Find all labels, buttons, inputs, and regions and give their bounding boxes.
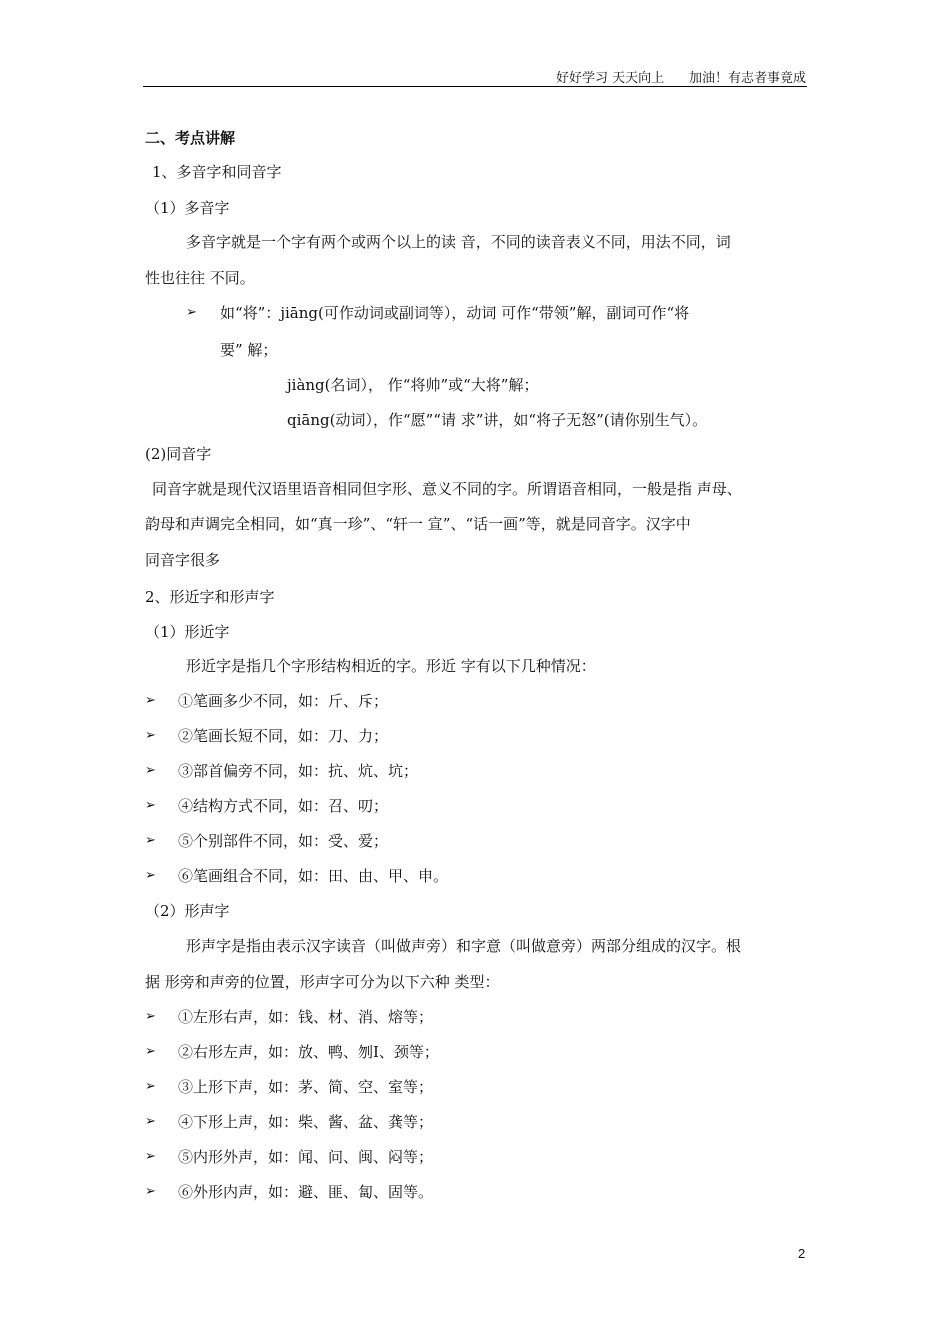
bullet-arrow-icon: ➢: [145, 763, 156, 778]
bullet-arrow-icon: ➢: [145, 798, 156, 813]
s1-p2-line2: 韵母和声调完全相同，如“真一珍”、“轩一 宣”、“话一画”等，就是同音字。汉字中: [145, 515, 691, 533]
list1-item: ③部首偏旁不同，如：抗、炕、坑；: [178, 762, 419, 780]
page-number: 2: [798, 1246, 806, 1261]
s1-sub2: (2)同音字: [145, 445, 212, 463]
s2-p2-line2: 据 形旁和声旁的位置，形声字可分为以下六种 类型：: [145, 973, 500, 991]
header-left-text: 好好学习 天天向上: [556, 71, 665, 86]
header-right-text: 加油！有志者事竟成: [688, 71, 806, 86]
list1-item: ⑥笔画组合不同，如：田、由、甲、申。: [178, 867, 449, 885]
bullet-arrow-icon: ➢: [145, 1044, 156, 1059]
bullet-arrow-icon: ➢: [145, 1149, 156, 1164]
s1-p1-line1: 多音字就是一个字有两个或两个以上的读 音，不同的读音表义不同，用法不同，词: [186, 233, 731, 251]
list2-item: ⑥外形内声，如：避、匪、匐、固等。: [178, 1183, 434, 1201]
s1-p2-line3: 同音字很多: [145, 551, 221, 569]
list2-item: ③上形下声，如：茅、简、空、室等；: [178, 1078, 434, 1096]
list2-item: ②右形左声，如：放、鸭、刎I、颈等；: [178, 1043, 439, 1061]
s2-sub2: （2）形声字: [145, 902, 230, 920]
s2-p1: 形近字是指几个字形结构相近的字。形近 字有以下几种情况：: [186, 657, 596, 675]
s1-ex-line4: qiāng(动词），作“愿”“请 求”讲，如“将子无怒”(请你别生气）。: [287, 411, 708, 429]
bullet-arrow-icon: ➢: [145, 728, 156, 743]
s1-ex-line3: jiàng(名词）， 作“将帅”或“大将”解；: [287, 376, 539, 394]
bullet-arrow-icon: ➢: [145, 1079, 156, 1094]
s1-title: 1、多音字和同音字: [152, 163, 282, 181]
bullet-arrow-icon: ➢: [145, 868, 156, 883]
list2-item: ④下形上声，如：柴、酱、盆、龚等；: [178, 1113, 434, 1131]
header-rule: [143, 86, 807, 87]
s2-p2-line1: 形声字是指由表示汉字读音（叫做声旁）和字意（叫做意旁）两部分组成的汉字。根: [186, 937, 742, 955]
bullet-arrow-icon: ➢: [145, 693, 156, 708]
s1-ex-line2: 要” 解；: [220, 341, 278, 359]
list1-item: ⑤个别部件不同，如：受、爱；: [178, 832, 389, 850]
bullet-arrow-icon: ➢: [145, 833, 156, 848]
s1-p1-line2: 性也往往 不同。: [145, 269, 255, 287]
s2-title: 2、形近字和形声字: [145, 588, 275, 606]
list2-item: ①左形右声，如：钱、材、消、熔等；: [178, 1008, 434, 1026]
bullet-arrow-icon: ➢: [145, 1114, 156, 1129]
s1-sub1: （1）多音字: [145, 199, 230, 217]
bullet-arrow-icon: ➢: [186, 305, 197, 320]
list1-item: ②笔画长短不同，如：刀、力；: [178, 727, 389, 745]
s1-p2-line1: 同音字就是现代汉语里语音相同但字形、意义不同的字。所谓语音相同，一般是指 声母、: [152, 480, 742, 498]
bullet-arrow-icon: ➢: [145, 1184, 156, 1199]
section-title: 二、考点讲解: [145, 129, 236, 147]
s2-sub1: （1）形近字: [145, 623, 230, 641]
page-header: [556, 67, 806, 86]
bullet-arrow-icon: ➢: [145, 1009, 156, 1024]
s1-ex-line1: 如“将”：jiāng(可作动词或副词等），动词 可作“带领”解，副词可作“将: [220, 304, 690, 322]
list2-item: ⑤内形外声，如：闻、问、闽、闷等；: [178, 1148, 434, 1166]
list1-item: ④结构方式不同，如：召、叨；: [178, 797, 389, 815]
list1-item: ①笔画多少不同，如：斤、斥；: [178, 692, 389, 710]
